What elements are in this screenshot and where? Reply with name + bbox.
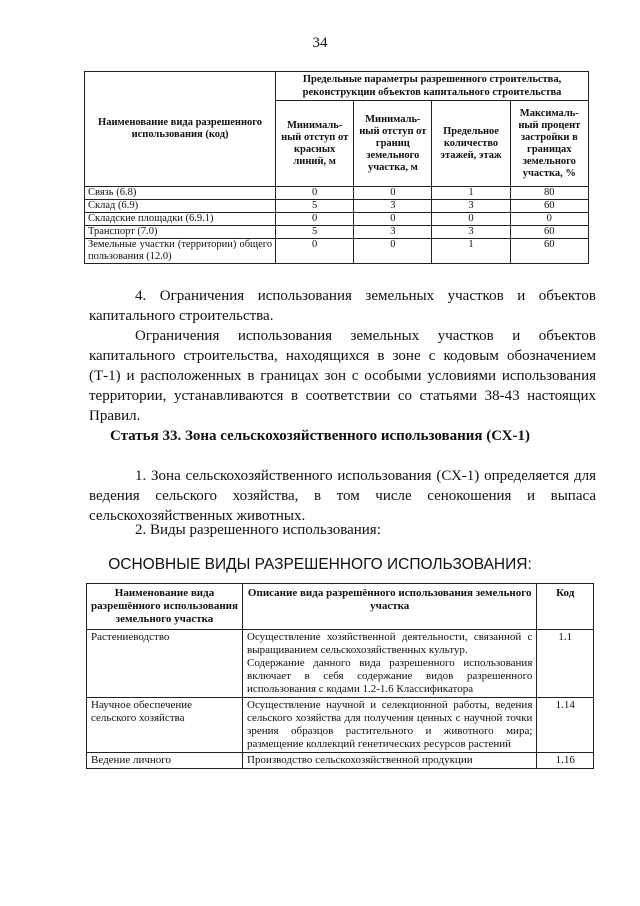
usage-description — [243, 630, 537, 698]
main-types-title: ОСНОВНЫЕ ВИДЫ РАЗРЕШЕННОГО ИСПОЛЬЗОВАНИЯ: — [108, 556, 532, 573]
table-row — [85, 226, 589, 239]
table-row — [85, 200, 589, 213]
paragraph-restrictions: Ограничения использования земельных участков и объектов капитального строительства, находящихся в зоне с кодовым обозначением (Т-1) и расположенных в границах зон с особыми условиями использования территории, устанавливаются в соответствии со статьями 38-43 настоящих Правил. — [89, 328, 596, 424]
table-row — [87, 753, 594, 769]
cell-value: 60 — [510, 200, 588, 213]
row-name: Склад (6.9) — [85, 200, 276, 213]
cell-value: 0 — [276, 213, 354, 226]
cell-value: 0 — [276, 187, 354, 200]
row-name: Складские площадки (6.9.1) — [85, 213, 276, 226]
usage-description — [243, 753, 537, 769]
usage-code: 1.16 — [537, 753, 594, 769]
table1-group-header: Предельные параметры разрешенного строительства, реконструкции объектов капитального строительства — [276, 72, 589, 101]
cell-value: 0 — [354, 187, 432, 200]
usage-name: Растениеводство — [87, 630, 243, 698]
permitted-use-table — [86, 583, 594, 769]
row-name: Земельные участки (территории) общего пользования (12.0) — [85, 239, 276, 264]
table-row — [87, 698, 594, 753]
table-row — [87, 630, 594, 698]
cell-value: 80 — [510, 187, 588, 200]
cell-value: 0 — [354, 213, 432, 226]
table1-name-header: Наименование вида разрешенного использования (код) — [85, 72, 276, 187]
table2-description-header: Описание вида разрешённого использования земельного участка — [243, 584, 537, 630]
paragraph-usage-types: 2. Виды разрешенного использования: — [135, 522, 381, 538]
cell-value: 3 — [354, 200, 432, 213]
usage-description-text: Производство сельскохозяйственной продукции — [247, 754, 473, 766]
table1-col-header: Предельное количество этажей, этаж — [432, 101, 510, 187]
cell-value: 3 — [432, 226, 510, 239]
paragraph-restrictions-heading: 4. Ограничения использования земельных участков и объектов капитального строительства. — [89, 288, 596, 324]
table-row — [85, 239, 589, 264]
table-row — [85, 213, 589, 226]
table2-code-header: Код — [537, 584, 594, 630]
cell-value: 0 — [510, 213, 588, 226]
cell-value: 0 — [354, 239, 432, 264]
table1-col-header: Максималь-ный процент застройки в границах земельного участка, % — [510, 101, 588, 187]
cell-value: 3 — [432, 200, 510, 213]
usage-description-text: Содержание данного вида разрешенного использования включает в себя содержание видов разрешенного использования с кодами 1.2-1.6 Классификатора — [247, 657, 533, 695]
usage-name: Научное обеспечение сельского хозяйства — [87, 698, 243, 753]
usage-code: 1.1 — [537, 630, 594, 698]
cell-value: 0 — [432, 213, 510, 226]
usage-name: Ведение личного — [87, 753, 243, 769]
page-number: 34 — [312, 35, 328, 51]
cell-value: 1 — [432, 187, 510, 200]
table2-name-header: Наименование вида разрешённого использования земельного участка — [87, 584, 243, 630]
table-row — [85, 187, 589, 200]
row-name: Транспорт (7.0) — [85, 226, 276, 239]
cell-value: 60 — [510, 226, 588, 239]
cell-value: 1 — [432, 239, 510, 264]
usage-description-text: Осуществление научной и селекционной работы, ведения сельского хозяйства для получения ценных с научной точки зрения образцов растительного и животного мира; размещение коллекций генетических ресурсов растений — [247, 699, 533, 750]
table1-col-header: Минималь-ный отступ от границ земельного участка, м — [354, 101, 432, 187]
usage-description-text: Осуществление хозяйственной деятельности, связанной с выращиванием сельскохозяйственных культур. — [247, 631, 533, 656]
construction-parameters-table — [84, 71, 589, 264]
cell-value: 5 — [276, 226, 354, 239]
cell-value: 60 — [510, 239, 588, 264]
cell-value: 0 — [276, 239, 354, 264]
cell-value: 3 — [354, 226, 432, 239]
usage-description — [243, 698, 537, 753]
table1-col-header: Минималь-ный отступ от красных линий, м — [276, 101, 354, 187]
article-title: Статья 33. Зона сельскохозяйственного использования (СХ-1) — [110, 428, 530, 444]
usage-code: 1.14 — [537, 698, 594, 753]
paragraph-zone-definition: 1. Зона сельскохозяйственного использования (СХ-1) определяется для ведения сельского хозяйства, в том числе сенокошения и выпаса сельскохозяйственных животных. — [89, 468, 596, 524]
row-name: Связь (6.8) — [85, 187, 276, 200]
cell-value: 5 — [276, 200, 354, 213]
